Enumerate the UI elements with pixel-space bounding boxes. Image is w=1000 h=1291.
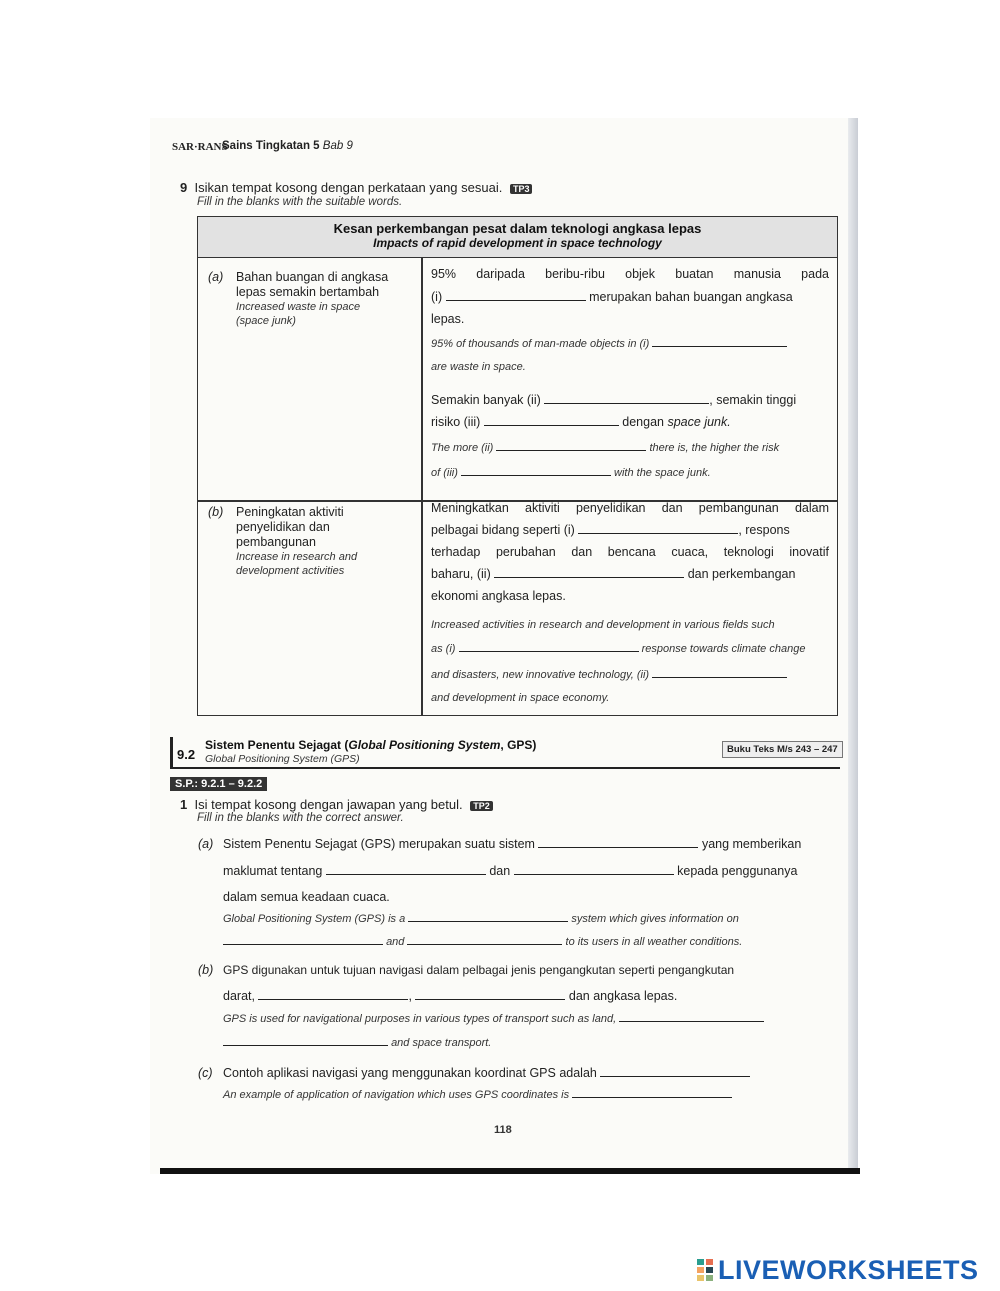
learning-standard-tag: S.P.: 9.2.1 – 9.2.2 bbox=[170, 777, 267, 791]
answer-blank-1a-1[interactable] bbox=[538, 846, 698, 848]
q1a-en1 bbox=[223, 913, 739, 925]
table-header bbox=[198, 217, 837, 258]
row-b-heading-line: pembangunan bbox=[236, 535, 316, 549]
answer-blank-1a-3-en[interactable] bbox=[407, 943, 562, 945]
answer-blank-a-iii-en[interactable] bbox=[461, 474, 611, 476]
liveworksheets-logo-icon bbox=[697, 1259, 713, 1281]
q1c-en-text: An example of application of navigation which uses GPS coordinates is bbox=[223, 1089, 570, 1101]
row-b-en2 bbox=[431, 643, 805, 655]
row-b-line5: ekonomi angkasa lepas. bbox=[431, 589, 566, 603]
row-b-text: pelbagai bidang seperti (i) bbox=[431, 523, 575, 537]
q1-text: Isi tempat kosong dengan jawapan yang betul. bbox=[194, 797, 463, 812]
row-b-en-text: and disasters, new innovative technology, (ii) bbox=[431, 669, 650, 681]
q1-instruction bbox=[180, 797, 493, 812]
q1b-en-text: and space transport. bbox=[391, 1037, 492, 1049]
textbook-reference: Buku Teks M/s 243 – 247 bbox=[722, 741, 843, 758]
row-b-en4: and development in space economy. bbox=[431, 692, 610, 704]
row-b-en-text: response towards climate change bbox=[641, 643, 806, 655]
q1b-en-text: GPS is used for navigational purposes in various types of transport such as land, bbox=[223, 1013, 617, 1025]
answer-blank-1c-en[interactable] bbox=[572, 1096, 732, 1098]
header-subject: Sains Tingkatan 5 bbox=[222, 140, 320, 152]
q9-instruction-en: Fill in the blanks with the suitable words. bbox=[197, 196, 403, 208]
row-a-p1-line3: lepas. bbox=[431, 312, 465, 326]
row-a-p2-text: , semakin tinggi bbox=[709, 393, 797, 407]
answer-blank-1a-2-en[interactable] bbox=[223, 943, 383, 945]
q1b-label: (b) bbox=[198, 963, 214, 977]
liveworksheets-brand: LIVEWORKSHEETS bbox=[718, 1255, 979, 1285]
row-b-heading-en: Increase in research and bbox=[236, 551, 358, 563]
q1a-label: (a) bbox=[198, 837, 214, 851]
row-a-heading-en: Increased waste in space bbox=[236, 301, 361, 313]
answer-blank-1b-1[interactable] bbox=[258, 998, 408, 1000]
section-title-en: Global Positioning System (GPS) bbox=[205, 753, 360, 765]
q1a-line2 bbox=[223, 864, 797, 878]
answer-blank-a-i[interactable] bbox=[446, 299, 586, 301]
q1b-text: darat, bbox=[223, 989, 255, 1003]
section-number: 9.2 bbox=[177, 747, 196, 762]
q1-number: 1 bbox=[180, 797, 188, 812]
row-b-line3: terhadap perubahan dan bencana cuaca, teknologi inovatif bbox=[431, 545, 829, 559]
publisher-logo: SAR·RANS bbox=[172, 141, 228, 153]
q1-tp-badge: TP2 bbox=[470, 801, 493, 811]
impacts-table bbox=[197, 216, 838, 716]
table-title-en: Impacts of rapid development in space technology bbox=[373, 236, 662, 250]
row-a-p2-text: space junk. bbox=[667, 415, 731, 429]
q1c-text: Contoh aplikasi navigasi yang menggunakan koordinat GPS adalah bbox=[223, 1066, 597, 1080]
answer-blank-a-iii[interactable] bbox=[484, 424, 619, 426]
q1c-line1 bbox=[223, 1066, 750, 1080]
section-title-part: Global Positioning System bbox=[348, 738, 501, 752]
answer-blank-1a-3[interactable] bbox=[514, 873, 674, 875]
page-bottom-edge bbox=[160, 1168, 860, 1174]
answer-blank-a-i-en[interactable] bbox=[652, 345, 787, 347]
section-title bbox=[205, 738, 536, 752]
answer-blank-b-i-en[interactable] bbox=[459, 650, 639, 652]
page-edge-shadow bbox=[848, 118, 858, 1174]
q1a-line1 bbox=[223, 837, 801, 851]
row-a-p2-en1 bbox=[431, 442, 779, 454]
row-b-label: (b) bbox=[208, 505, 224, 519]
row-b-heading-en: development activities bbox=[236, 565, 345, 577]
row-b-en3 bbox=[431, 669, 787, 681]
q9-tp-badge: TP3 bbox=[510, 184, 533, 194]
row-a-p1-line2 bbox=[431, 290, 793, 304]
section-marker bbox=[170, 737, 173, 767]
row-a-heading-line: Bahan buangan di angkasa bbox=[236, 270, 389, 284]
q1a-text: yang memberikan bbox=[701, 837, 802, 851]
row-b-text: dan perkembangan bbox=[687, 567, 796, 581]
answer-blank-1b-2-en[interactable] bbox=[223, 1044, 388, 1046]
answer-blank-b-i[interactable] bbox=[578, 532, 738, 534]
row-a-heading-line: lepas semakin bertambah bbox=[236, 285, 380, 299]
q1a-en-text: to its users in all weather conditions. bbox=[565, 936, 743, 948]
section-title-part: Sistem Penentu Sejagat ( bbox=[205, 738, 349, 752]
q1a-en-text: system which gives information on bbox=[571, 913, 739, 925]
row-a-p2-en-text: The more (ii) bbox=[431, 442, 494, 454]
answer-blank-1c[interactable] bbox=[600, 1075, 750, 1077]
answer-blank-a-ii[interactable] bbox=[544, 402, 709, 404]
row-b-line2 bbox=[431, 523, 790, 537]
answer-blank-b-ii-en[interactable] bbox=[652, 676, 787, 678]
row-a-p2-line1 bbox=[431, 393, 796, 407]
answer-blank-1b-2[interactable] bbox=[415, 998, 565, 1000]
answer-blank-a-ii-en[interactable] bbox=[496, 449, 646, 451]
row-b-text: baharu, (ii) bbox=[431, 567, 491, 581]
header-chapter: Bab 9 bbox=[322, 140, 353, 152]
row-b-heading bbox=[236, 505, 357, 578]
q1c-en1 bbox=[223, 1089, 732, 1101]
q1a-en-text: Global Positioning System (GPS) is a bbox=[223, 913, 406, 925]
answer-blank-1b-1-en[interactable] bbox=[619, 1020, 764, 1022]
row-a-p2-en-text: with the space junk. bbox=[614, 467, 711, 479]
q9-number: 9 bbox=[180, 180, 188, 195]
row-a-p2-text: risiko (iii) bbox=[431, 415, 481, 429]
q1c-label: (c) bbox=[198, 1066, 213, 1080]
row-a-p2-en-text: of (iii) bbox=[431, 467, 458, 479]
q1b-en1 bbox=[223, 1013, 764, 1025]
q1b-line2 bbox=[223, 989, 677, 1003]
q1b-text: dan angkasa lepas. bbox=[568, 989, 678, 1003]
answer-blank-b-ii[interactable] bbox=[494, 576, 684, 578]
q1a-en-text: and bbox=[386, 936, 405, 948]
q1b-en2 bbox=[223, 1037, 491, 1049]
row-a-p2-en-text: there is, the higher the risk bbox=[649, 442, 780, 454]
q1a-en2 bbox=[223, 936, 742, 948]
row-a-heading-en: (space junk) bbox=[236, 315, 296, 327]
table-column-divider bbox=[421, 257, 423, 715]
q1a-text: maklumat tentang bbox=[223, 864, 323, 878]
row-a-p1-en1 bbox=[431, 338, 787, 350]
q1a-text: Sistem Penentu Sejagat (GPS) merupakan suatu sistem bbox=[223, 837, 535, 851]
table-title: Kesan perkembangan pesat dalam teknologi angkasa lepas bbox=[333, 221, 702, 236]
row-a-p2-text: dengan bbox=[622, 415, 664, 429]
running-header bbox=[222, 140, 353, 152]
row-a-p2-text: Semakin banyak (ii) bbox=[431, 393, 541, 407]
q1b-text: , bbox=[408, 989, 412, 1003]
row-b-heading-line: Peningkatan aktiviti bbox=[236, 505, 344, 519]
row-a-p1-line2-text: merupakan bahan buangan angkasa bbox=[589, 290, 793, 304]
row-a-p2-line2 bbox=[431, 415, 731, 429]
blank-label-i: (i) bbox=[431, 290, 443, 304]
row-b-line4 bbox=[431, 567, 795, 581]
answer-blank-1a-2[interactable] bbox=[326, 873, 486, 875]
q1a-text: kepada penggunanya bbox=[677, 864, 798, 878]
q1-instruction-en: Fill in the blanks with the correct answer. bbox=[197, 812, 404, 824]
row-b-line1: Meningkatkan aktiviti penyelidikan dan pembangunan dalam bbox=[431, 501, 829, 515]
q1b-line1: GPS digunakan untuk tujuan navigasi dalam pelbagai jenis pengangkutan seperti pengangkutan bbox=[223, 963, 735, 977]
row-a-p1-line1: 95% daripada beribu-ribu objek buatan manusia pada bbox=[431, 267, 829, 281]
q1a-line3: dalam semua keadaan cuaca. bbox=[223, 890, 390, 904]
row-a-p1-en2: are waste in space. bbox=[431, 361, 526, 373]
section-title-part: , GPS) bbox=[500, 738, 537, 752]
row-a-heading bbox=[236, 270, 388, 328]
answer-blank-1a-1-en[interactable] bbox=[408, 920, 568, 922]
row-a-p2-en2 bbox=[431, 467, 711, 479]
row-a-label: (a) bbox=[208, 270, 224, 284]
row-a-p1-en1-text: 95% of thousands of man-made objects in (i) bbox=[431, 338, 650, 350]
row-b-en1: Increased activities in research and development in various fields such bbox=[431, 619, 775, 631]
row-b-heading-line: penyelidikan dan bbox=[236, 520, 330, 534]
row-b-en-text: as (i) bbox=[431, 643, 456, 655]
page-number: 118 bbox=[494, 1124, 512, 1136]
q1a-text: dan bbox=[489, 864, 511, 878]
q9-text: Isikan tempat kosong dengan perkataan yang sesuai. bbox=[194, 180, 503, 195]
row-b-text: , respons bbox=[738, 523, 790, 537]
q9-instruction bbox=[180, 180, 532, 195]
